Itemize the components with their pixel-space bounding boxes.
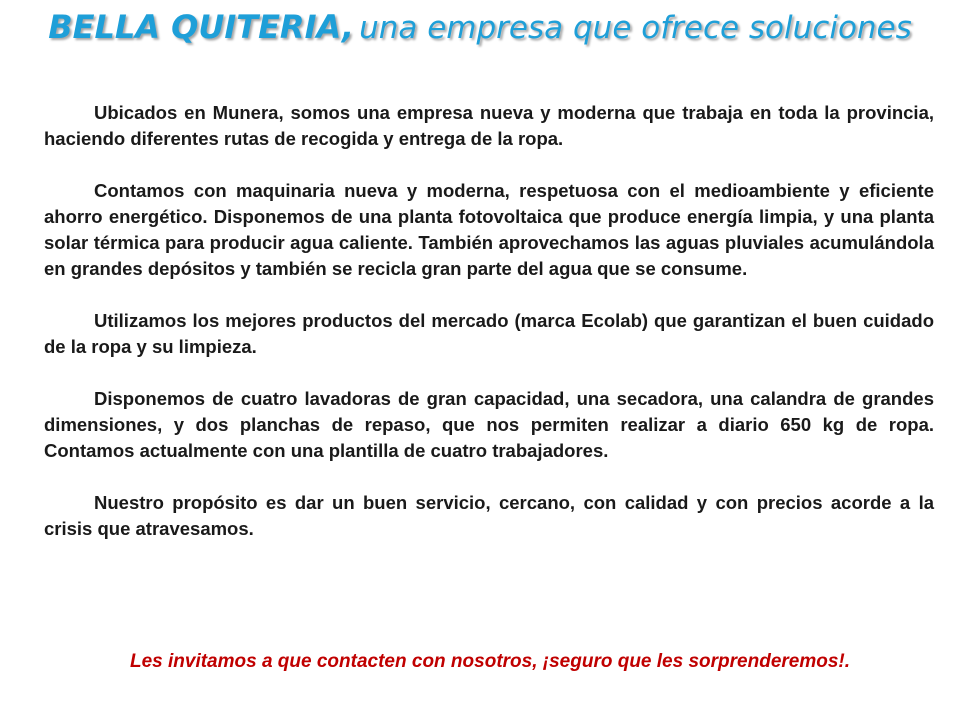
title-tagline: una empresa que ofrece soluciones — [359, 10, 912, 46]
paragraph-purpose: Nuestro propósito es dar un buen servicio, cercano, con calidad y con precios acorde a la crisis que atravesamos. — [44, 492, 934, 539]
paragraph-products: Utilizamos los mejores productos del mercado (marca Ecolab) que garantizan el buen cuidado de la ropa y su limpieza. — [44, 310, 934, 357]
closing-invitation: Les invitamos a que contacten con nosotros, ¡seguro que les sorprenderemos!. — [129, 651, 851, 672]
slide-title — [0, 8, 960, 46]
paragraph-machinery: Contamos con maquinaria nueva y moderna, respetuosa con el medioambiente y eficiente ahorro energético. Disponemos de una planta fotovoltaica que produce energía limpia, y una planta solar térmica para producir agua caliente. También aprovechamos las aguas pluviales acumulándola en grandes depósitos y también se recicla gran parte del agua que se consume. — [44, 180, 934, 279]
paragraph-capacity: Disponemos de cuatro lavadoras de gran capacidad, una secadora, una calandra de grandes dimensiones, y dos planchas de repaso, que nos permiten realizar a diario 650 kg de ropa. Contamos actualmente con una plantilla de cuatro trabajadores. — [44, 388, 934, 461]
body-text — [44, 100, 934, 568]
title-company-name: BELLA QUITERIA, — [48, 8, 354, 46]
paragraph-location: Ubicados en Munera, somos una empresa nueva y moderna que trabaja en toda la provincia, haciendo diferentes rutas de recogida y entrega de la ropa. — [44, 102, 934, 149]
